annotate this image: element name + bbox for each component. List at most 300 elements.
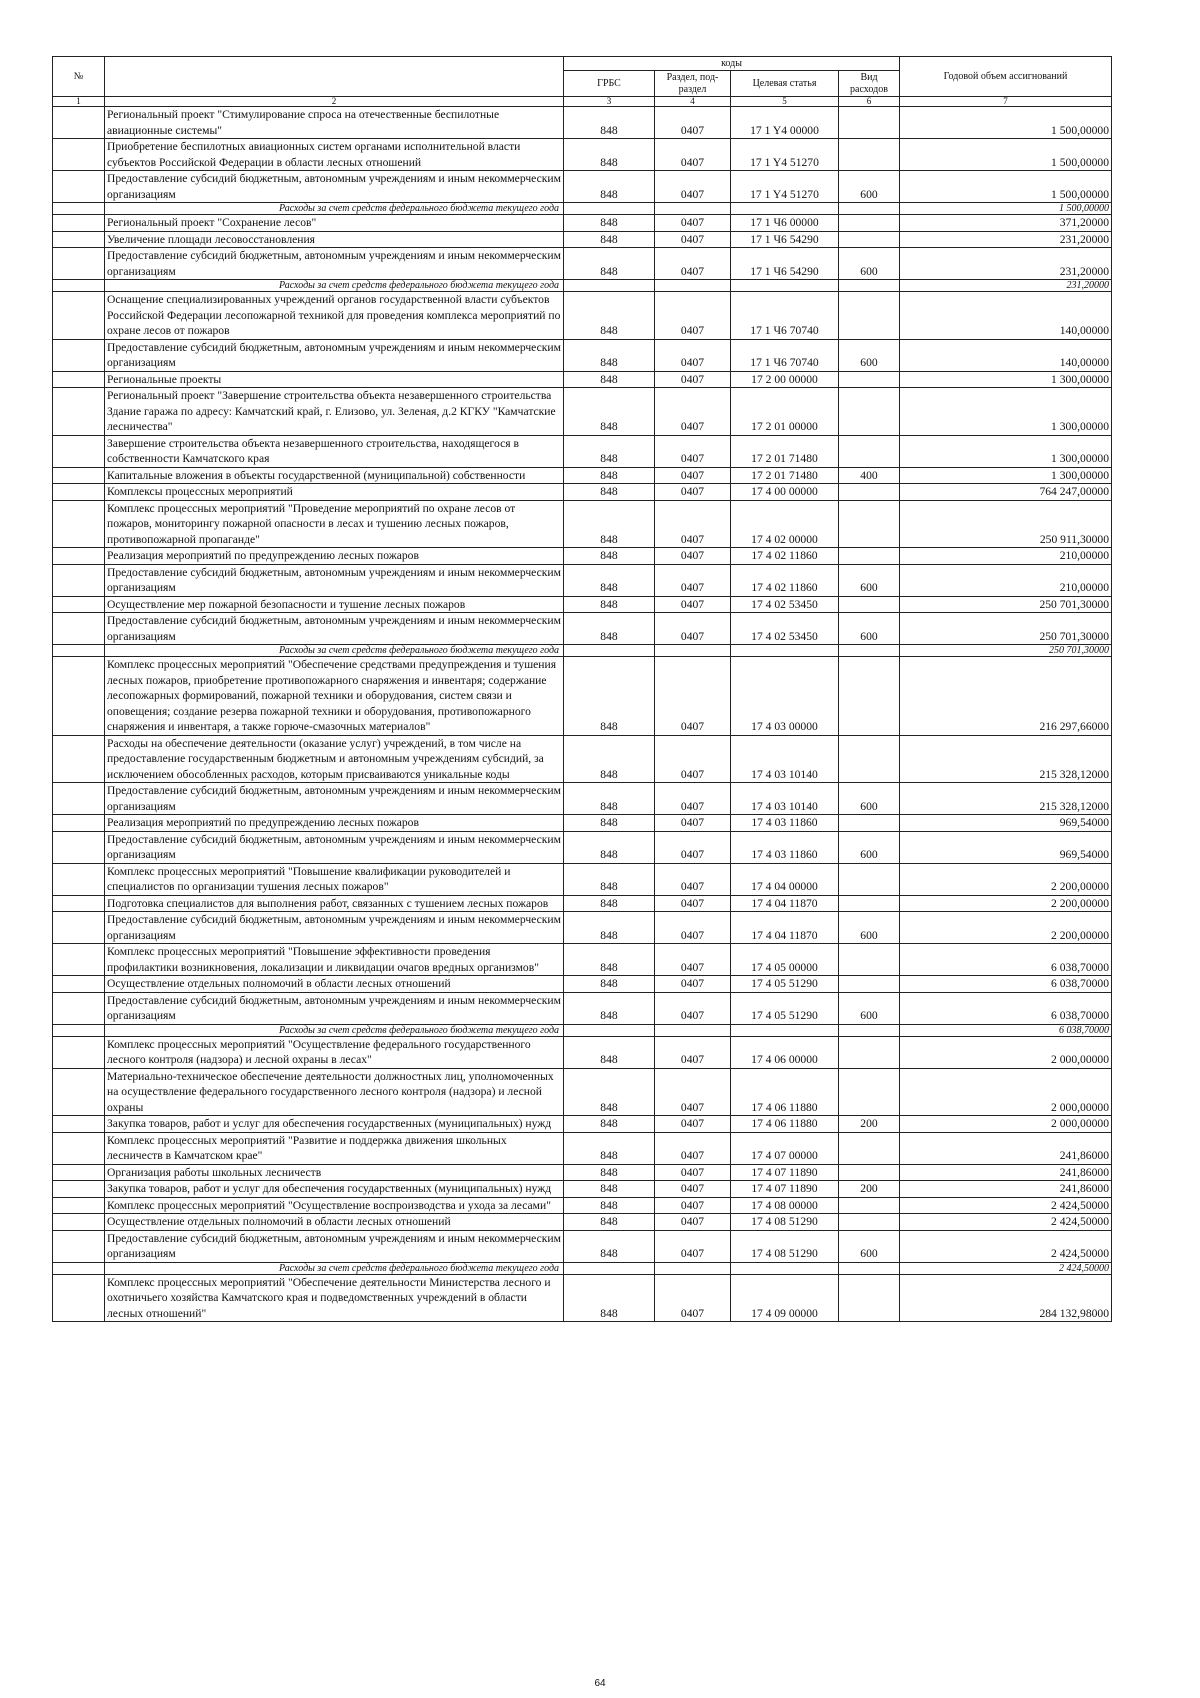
row-kind bbox=[839, 231, 900, 248]
row-name: Предоставление субсидий бюджетным, автономным учреждениям и иным некоммерческим организациям bbox=[105, 831, 564, 863]
row-amount: 1 300,00000 bbox=[900, 371, 1112, 388]
row-section: 0407 bbox=[655, 1230, 731, 1262]
num-cell bbox=[53, 944, 105, 976]
table-row bbox=[53, 815, 1112, 832]
table-row bbox=[53, 863, 1112, 895]
row-target: 17 4 06 11880 bbox=[731, 1068, 839, 1116]
row-amount: 284 132,98000 bbox=[900, 1274, 1112, 1322]
num-cell bbox=[53, 467, 105, 484]
kind-cell bbox=[839, 203, 900, 215]
table-row bbox=[53, 500, 1112, 548]
row-amount: 231,20000 bbox=[900, 280, 1112, 292]
num-cell bbox=[53, 1036, 105, 1068]
row-target: 17 1 Y4 51270 bbox=[731, 139, 839, 171]
row-kind: 200 bbox=[839, 1116, 900, 1133]
num-cell bbox=[53, 371, 105, 388]
row-grbs: 848 bbox=[564, 1181, 655, 1198]
row-kind bbox=[839, 976, 900, 993]
row-kind bbox=[839, 895, 900, 912]
num-cell bbox=[53, 596, 105, 613]
row-section: 0407 bbox=[655, 435, 731, 467]
row-amount: 241,86000 bbox=[900, 1181, 1112, 1198]
row-grbs: 848 bbox=[564, 388, 655, 436]
row-name: Расходы за счет средств федерального бюджета текущего года bbox=[105, 645, 564, 657]
row-name: Осуществление мер пожарной безопасности и тушение лесных пожаров bbox=[105, 596, 564, 613]
row-target: 17 4 02 11860 bbox=[731, 564, 839, 596]
row-target: 17 1 Ч6 54290 bbox=[731, 231, 839, 248]
num-cell bbox=[53, 215, 105, 232]
row-amount: 215 328,12000 bbox=[900, 783, 1112, 815]
row-grbs: 848 bbox=[564, 1214, 655, 1231]
row-kind: 600 bbox=[839, 339, 900, 371]
row-section: 0407 bbox=[655, 1132, 731, 1164]
row-section: 0407 bbox=[655, 248, 731, 280]
grbs-cell bbox=[564, 1262, 655, 1274]
row-target: 17 1 Y4 00000 bbox=[731, 107, 839, 139]
row-amount: 231,20000 bbox=[900, 231, 1112, 248]
row-target: 17 1 Ч6 54290 bbox=[731, 248, 839, 280]
kind-cell bbox=[839, 1024, 900, 1036]
row-kind bbox=[839, 215, 900, 232]
col-number: 1 bbox=[53, 97, 105, 107]
row-section: 0407 bbox=[655, 231, 731, 248]
col-number: 3 bbox=[564, 97, 655, 107]
row-target: 17 4 03 11860 bbox=[731, 815, 839, 832]
row-target: 17 4 02 53450 bbox=[731, 596, 839, 613]
row-kind bbox=[839, 596, 900, 613]
header-annual: Годовой объем ассигнований bbox=[900, 57, 1112, 97]
row-target: 17 2 01 00000 bbox=[731, 388, 839, 436]
row-name: Предоставление субсидий бюджетным, автономным учреждениям и иным некоммерческим организациям bbox=[105, 912, 564, 944]
table-row bbox=[53, 976, 1112, 993]
col-number: 2 bbox=[105, 97, 564, 107]
table-row bbox=[53, 1214, 1112, 1231]
table-row bbox=[53, 1181, 1112, 1198]
target-cell bbox=[731, 1024, 839, 1036]
num-cell bbox=[53, 280, 105, 292]
num-cell bbox=[53, 500, 105, 548]
row-grbs: 848 bbox=[564, 292, 655, 340]
num-cell bbox=[53, 1274, 105, 1322]
table-row bbox=[53, 944, 1112, 976]
row-grbs: 848 bbox=[564, 139, 655, 171]
row-kind: 600 bbox=[839, 171, 900, 203]
row-section: 0407 bbox=[655, 467, 731, 484]
row-section: 0407 bbox=[655, 912, 731, 944]
row-kind bbox=[839, 1274, 900, 1322]
num-cell bbox=[53, 231, 105, 248]
row-grbs: 848 bbox=[564, 484, 655, 501]
row-grbs: 848 bbox=[564, 735, 655, 783]
row-name: Региональный проект "Завершение строительства объекта незавершенного строительства Здание гаража по адресу: Камчатский край, г. Елизово, ул. Зеленая, д.2 КГКУ "Камчатские лесничества" bbox=[105, 388, 564, 436]
table-row bbox=[53, 657, 1112, 736]
row-amount: 2 424,50000 bbox=[900, 1214, 1112, 1231]
num-cell bbox=[53, 1116, 105, 1133]
row-amount: 2 200,00000 bbox=[900, 863, 1112, 895]
row-section: 0407 bbox=[655, 107, 731, 139]
row-kind bbox=[839, 1036, 900, 1068]
row-name: Организация работы школьных лесничеств bbox=[105, 1164, 564, 1181]
num-cell bbox=[53, 339, 105, 371]
target-cell bbox=[731, 203, 839, 215]
row-grbs: 848 bbox=[564, 248, 655, 280]
row-grbs: 848 bbox=[564, 215, 655, 232]
row-section: 0407 bbox=[655, 1214, 731, 1231]
row-amount: 140,00000 bbox=[900, 339, 1112, 371]
row-name: Осуществление отдельных полномочий в области лесных отношений bbox=[105, 1214, 564, 1231]
row-amount: 216 297,66000 bbox=[900, 657, 1112, 736]
table-header bbox=[53, 57, 1112, 107]
row-section: 0407 bbox=[655, 895, 731, 912]
num-cell bbox=[53, 292, 105, 340]
row-target: 17 4 03 11860 bbox=[731, 831, 839, 863]
table-row bbox=[53, 564, 1112, 596]
num-cell bbox=[53, 1214, 105, 1231]
row-kind bbox=[839, 815, 900, 832]
row-grbs: 848 bbox=[564, 548, 655, 565]
page-number: 64 bbox=[594, 1678, 606, 1689]
row-amount: 6 038,70000 bbox=[900, 992, 1112, 1024]
row-amount: 764 247,00000 bbox=[900, 484, 1112, 501]
row-amount: 210,00000 bbox=[900, 548, 1112, 565]
row-grbs: 848 bbox=[564, 467, 655, 484]
row-grbs: 848 bbox=[564, 1132, 655, 1164]
num-cell bbox=[53, 484, 105, 501]
row-kind bbox=[839, 863, 900, 895]
row-amount: 2 424,50000 bbox=[900, 1230, 1112, 1262]
budget-table bbox=[52, 56, 1112, 1322]
table-row bbox=[53, 248, 1112, 280]
num-cell bbox=[53, 992, 105, 1024]
row-name: Комплекс процессных мероприятий "Обеспечение деятельности Министерства лесного и охотничьего хозяйства Камчатского края и подведомственных учреждений в области лесных отношений" bbox=[105, 1274, 564, 1322]
table-row bbox=[53, 1116, 1112, 1133]
row-target: 17 4 04 00000 bbox=[731, 863, 839, 895]
row-name: Предоставление субсидий бюджетным, автономным учреждениям и иным некоммерческим организациям bbox=[105, 339, 564, 371]
row-section: 0407 bbox=[655, 548, 731, 565]
num-cell bbox=[53, 1262, 105, 1274]
row-amount: 1 300,00000 bbox=[900, 435, 1112, 467]
num-cell bbox=[53, 976, 105, 993]
row-name: Расходы за счет средств федерального бюджета текущего года bbox=[105, 280, 564, 292]
row-target: 17 1 Ч6 70740 bbox=[731, 339, 839, 371]
row-section: 0407 bbox=[655, 371, 731, 388]
row-target: 17 4 05 51290 bbox=[731, 992, 839, 1024]
num-cell bbox=[53, 645, 105, 657]
row-section: 0407 bbox=[655, 484, 731, 501]
row-section: 0407 bbox=[655, 1116, 731, 1133]
col-number: 5 bbox=[731, 97, 839, 107]
header-target: Целевая статья bbox=[731, 71, 839, 97]
row-section: 0407 bbox=[655, 388, 731, 436]
grbs-cell bbox=[564, 203, 655, 215]
kind-cell bbox=[839, 1262, 900, 1274]
row-amount: 241,86000 bbox=[900, 1164, 1112, 1181]
table-row bbox=[53, 388, 1112, 436]
row-amount: 2 424,50000 bbox=[900, 1262, 1112, 1274]
row-amount: 250 911,30000 bbox=[900, 500, 1112, 548]
row-amount: 969,54000 bbox=[900, 831, 1112, 863]
row-amount: 250 701,30000 bbox=[900, 613, 1112, 645]
num-cell bbox=[53, 613, 105, 645]
table-row bbox=[53, 139, 1112, 171]
target-cell bbox=[731, 1262, 839, 1274]
table-row bbox=[53, 548, 1112, 565]
row-kind bbox=[839, 1132, 900, 1164]
row-kind: 600 bbox=[839, 831, 900, 863]
row-section: 0407 bbox=[655, 1036, 731, 1068]
table-row bbox=[53, 171, 1112, 203]
row-amount: 1 500,00000 bbox=[900, 107, 1112, 139]
row-name: Закупка товаров, работ и услуг для обеспечения государственных (муниципальных) нужд bbox=[105, 1181, 564, 1198]
row-grbs: 848 bbox=[564, 500, 655, 548]
row-grbs: 848 bbox=[564, 564, 655, 596]
federal-funds-note-row bbox=[53, 1024, 1112, 1036]
row-target: 17 4 04 11870 bbox=[731, 895, 839, 912]
row-target: 17 1 Ч6 00000 bbox=[731, 215, 839, 232]
row-amount: 1 500,00000 bbox=[900, 171, 1112, 203]
table-row bbox=[53, 912, 1112, 944]
row-name: Комплекс процессных мероприятий "Обеспечение средствами предупреждения и тушения лесных пожаров, приобретение противопожарного снаряжения и инвентаря; содержание лесопожарных формирований, пожарной техники и оборудования, систем связи и оповещения; создание резерва пожарной техники и оборудования, противопожарного снаряжения и инвентаря, а также горюче-смазочных материалов" bbox=[105, 657, 564, 736]
row-kind bbox=[839, 1164, 900, 1181]
table-row bbox=[53, 895, 1112, 912]
row-target: 17 2 00 00000 bbox=[731, 371, 839, 388]
table-body bbox=[53, 107, 1112, 1322]
row-amount: 1 300,00000 bbox=[900, 467, 1112, 484]
row-section: 0407 bbox=[655, 339, 731, 371]
row-grbs: 848 bbox=[564, 435, 655, 467]
num-cell bbox=[53, 107, 105, 139]
row-amount: 241,86000 bbox=[900, 1132, 1112, 1164]
row-grbs: 848 bbox=[564, 1036, 655, 1068]
row-name: Предоставление субсидий бюджетным, автономным учреждениям и иным некоммерческим организациям bbox=[105, 1230, 564, 1262]
row-section: 0407 bbox=[655, 139, 731, 171]
row-kind: 600 bbox=[839, 564, 900, 596]
row-name: Предоставление субсидий бюджетным, автономным учреждениям и иным некоммерческим организациям bbox=[105, 564, 564, 596]
num-cell bbox=[53, 388, 105, 436]
row-target: 17 2 01 71480 bbox=[731, 435, 839, 467]
row-name: Комплекс процессных мероприятий "Осуществление воспроизводства и ухода за лесами" bbox=[105, 1197, 564, 1214]
row-name: Закупка товаров, работ и услуг для обеспечения государственных (муниципальных) нужд bbox=[105, 1116, 564, 1133]
table-row bbox=[53, 467, 1112, 484]
row-amount: 140,00000 bbox=[900, 292, 1112, 340]
row-name: Региональный проект "Стимулирование спроса на отечественные беспилотные авиационные системы" bbox=[105, 107, 564, 139]
table-row bbox=[53, 371, 1112, 388]
row-kind bbox=[839, 1214, 900, 1231]
row-name: Реализация мероприятий по предупреждению лесных пожаров bbox=[105, 815, 564, 832]
section-cell bbox=[655, 203, 731, 215]
row-kind bbox=[839, 371, 900, 388]
row-grbs: 848 bbox=[564, 944, 655, 976]
row-section: 0407 bbox=[655, 863, 731, 895]
kind-cell bbox=[839, 645, 900, 657]
row-grbs: 848 bbox=[564, 231, 655, 248]
row-target: 17 4 06 00000 bbox=[731, 1036, 839, 1068]
row-section: 0407 bbox=[655, 1164, 731, 1181]
num-cell bbox=[53, 564, 105, 596]
row-name: Расходы за счет средств федерального бюджета текущего года bbox=[105, 203, 564, 215]
row-name: Подготовка специалистов для выполнения работ, связанных с тушением лесных пожаров bbox=[105, 895, 564, 912]
row-amount: 215 328,12000 bbox=[900, 735, 1112, 783]
row-name: Расходы за счет средств федерального бюджета текущего года bbox=[105, 1262, 564, 1274]
row-amount: 1 500,00000 bbox=[900, 203, 1112, 215]
row-name: Расходы за счет средств федерального бюджета текущего года bbox=[105, 1024, 564, 1036]
table-row bbox=[53, 831, 1112, 863]
row-target: 17 4 05 00000 bbox=[731, 944, 839, 976]
header-section: Раздел, под-раздел bbox=[655, 71, 731, 97]
row-grbs: 848 bbox=[564, 613, 655, 645]
table-row bbox=[53, 735, 1112, 783]
col-number: 6 bbox=[839, 97, 900, 107]
row-target: 17 4 02 53450 bbox=[731, 613, 839, 645]
num-cell bbox=[53, 548, 105, 565]
row-section: 0407 bbox=[655, 564, 731, 596]
table-row bbox=[53, 1036, 1112, 1068]
row-kind: 400 bbox=[839, 467, 900, 484]
row-name: Капитальные вложения в объекты государственной (муниципальной) собственности bbox=[105, 467, 564, 484]
section-cell bbox=[655, 645, 731, 657]
row-target: 17 2 01 71480 bbox=[731, 467, 839, 484]
num-cell bbox=[53, 435, 105, 467]
section-cell bbox=[655, 1262, 731, 1274]
grbs-cell bbox=[564, 280, 655, 292]
row-grbs: 848 bbox=[564, 895, 655, 912]
header-name bbox=[105, 57, 564, 97]
table-row bbox=[53, 1164, 1112, 1181]
row-target: 17 4 03 10140 bbox=[731, 735, 839, 783]
row-grbs: 848 bbox=[564, 815, 655, 832]
num-cell bbox=[53, 1068, 105, 1116]
row-kind: 600 bbox=[839, 1230, 900, 1262]
target-cell bbox=[731, 645, 839, 657]
row-amount: 6 038,70000 bbox=[900, 1024, 1112, 1036]
row-name: Осуществление отдельных полномочий в области лесных отношений bbox=[105, 976, 564, 993]
section-cell bbox=[655, 1024, 731, 1036]
row-grbs: 848 bbox=[564, 912, 655, 944]
row-name: Предоставление субсидий бюджетным, автономным учреждениям и иным некоммерческим организациям bbox=[105, 783, 564, 815]
table-row bbox=[53, 1230, 1112, 1262]
table-row bbox=[53, 435, 1112, 467]
num-cell bbox=[53, 831, 105, 863]
section-cell bbox=[655, 280, 731, 292]
row-target: 17 4 07 11890 bbox=[731, 1164, 839, 1181]
table-row bbox=[53, 339, 1112, 371]
row-target: 17 1 Ч6 70740 bbox=[731, 292, 839, 340]
num-cell bbox=[53, 1181, 105, 1198]
grbs-cell bbox=[564, 1024, 655, 1036]
row-grbs: 848 bbox=[564, 1068, 655, 1116]
row-section: 0407 bbox=[655, 1274, 731, 1322]
table-row bbox=[53, 215, 1112, 232]
row-name: Предоставление субсидий бюджетным, автономным учреждениям и иным некоммерческим организациям bbox=[105, 613, 564, 645]
row-section: 0407 bbox=[655, 735, 731, 783]
row-section: 0407 bbox=[655, 1197, 731, 1214]
row-target: 17 4 08 51290 bbox=[731, 1214, 839, 1231]
grbs-cell bbox=[564, 645, 655, 657]
num-cell bbox=[53, 139, 105, 171]
row-amount: 2 000,00000 bbox=[900, 1068, 1112, 1116]
row-amount: 2 200,00000 bbox=[900, 895, 1112, 912]
num-cell bbox=[53, 895, 105, 912]
row-amount: 2 000,00000 bbox=[900, 1036, 1112, 1068]
num-cell bbox=[53, 657, 105, 736]
row-grbs: 848 bbox=[564, 1230, 655, 1262]
row-amount: 6 038,70000 bbox=[900, 976, 1112, 993]
row-grbs: 848 bbox=[564, 339, 655, 371]
row-section: 0407 bbox=[655, 215, 731, 232]
row-kind: 600 bbox=[839, 912, 900, 944]
table-row bbox=[53, 1068, 1112, 1116]
num-cell bbox=[53, 735, 105, 783]
row-target: 17 4 00 00000 bbox=[731, 484, 839, 501]
header-kind: Вид расходов bbox=[839, 71, 900, 97]
row-kind bbox=[839, 657, 900, 736]
row-target: 17 4 09 00000 bbox=[731, 1274, 839, 1322]
federal-funds-note-row bbox=[53, 280, 1112, 292]
table-row bbox=[53, 231, 1112, 248]
row-kind bbox=[839, 292, 900, 340]
row-amount: 6 038,70000 bbox=[900, 944, 1112, 976]
row-target: 17 4 03 10140 bbox=[731, 783, 839, 815]
target-cell bbox=[731, 280, 839, 292]
num-cell bbox=[53, 863, 105, 895]
row-target: 17 4 02 11860 bbox=[731, 548, 839, 565]
table-row bbox=[53, 484, 1112, 501]
header-codes: коды bbox=[564, 57, 900, 71]
row-amount: 371,20000 bbox=[900, 215, 1112, 232]
table-row bbox=[53, 992, 1112, 1024]
row-section: 0407 bbox=[655, 976, 731, 993]
row-section: 0407 bbox=[655, 171, 731, 203]
row-grbs: 848 bbox=[564, 371, 655, 388]
row-kind bbox=[839, 735, 900, 783]
row-section: 0407 bbox=[655, 815, 731, 832]
col-number: 4 bbox=[655, 97, 731, 107]
row-amount: 2 200,00000 bbox=[900, 912, 1112, 944]
num-cell bbox=[53, 203, 105, 215]
row-kind bbox=[839, 435, 900, 467]
num-cell bbox=[53, 783, 105, 815]
federal-funds-note-row bbox=[53, 203, 1112, 215]
row-kind: 600 bbox=[839, 992, 900, 1024]
row-grbs: 848 bbox=[564, 596, 655, 613]
row-amount: 2 000,00000 bbox=[900, 1116, 1112, 1133]
row-grbs: 848 bbox=[564, 831, 655, 863]
row-kind: 200 bbox=[839, 1181, 900, 1198]
row-target: 17 4 08 51290 bbox=[731, 1230, 839, 1262]
row-section: 0407 bbox=[655, 1181, 731, 1198]
row-target: 17 4 05 51290 bbox=[731, 976, 839, 993]
row-name: Комплексы процессных мероприятий bbox=[105, 484, 564, 501]
row-kind bbox=[839, 107, 900, 139]
row-amount: 1 300,00000 bbox=[900, 388, 1112, 436]
row-section: 0407 bbox=[655, 613, 731, 645]
row-name: Предоставление субсидий бюджетным, автономным учреждениям и иным некоммерческим организациям bbox=[105, 248, 564, 280]
row-grbs: 848 bbox=[564, 976, 655, 993]
num-cell bbox=[53, 1024, 105, 1036]
row-name: Региональный проект "Сохранение лесов" bbox=[105, 215, 564, 232]
row-grbs: 848 bbox=[564, 863, 655, 895]
row-grbs: 848 bbox=[564, 657, 655, 736]
row-kind: 600 bbox=[839, 783, 900, 815]
row-section: 0407 bbox=[655, 831, 731, 863]
row-name: Комплекс процессных мероприятий "Повышение эффективности проведения профилактики возникновения, локализации и ликвидации очагов вредных организмов" bbox=[105, 944, 564, 976]
row-grbs: 848 bbox=[564, 1164, 655, 1181]
table-row bbox=[53, 1132, 1112, 1164]
row-amount: 1 500,00000 bbox=[900, 139, 1112, 171]
row-target: 17 4 03 00000 bbox=[731, 657, 839, 736]
row-kind bbox=[839, 388, 900, 436]
num-cell bbox=[53, 912, 105, 944]
